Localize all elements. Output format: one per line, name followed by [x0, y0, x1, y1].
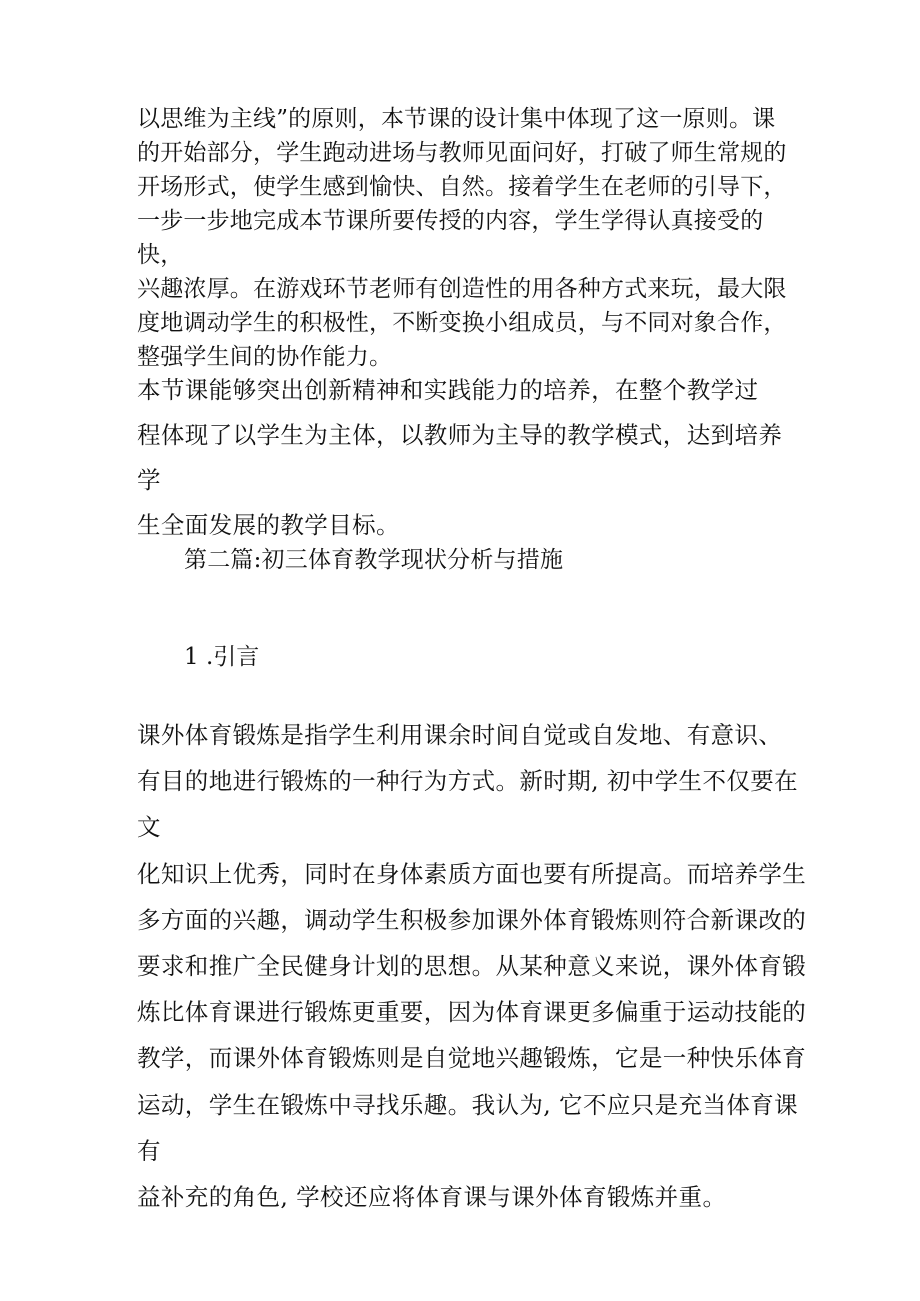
subsection-heading: 1 .引言 [184, 644, 260, 670]
paragraph-introduction: 课外体育锻炼是指学生利用课余时间自觉或自发地、有意识、 有目的地进行锻炼的一种行为方式。新时期, 初中学生不仅要在文 化知识上优秀，同时在身体素质方面也要有所提高。而培养学生 多方面的兴趣，调动学生积极参加课外体育锻炼则符合新课改的 要求和推广全民健身计划的思想。从某种意义来说，课外体育锻 炼比体育课进行锻炼更重要，因为体育课更多偏重于运动技能的 教学，而课外体育锻炼则是自觉地兴趣锻炼，它是一种快乐体育 运动，学生在锻炼中寻找乐趣。我认为, 它不应只是充当体育课有 益补充的角色, 学校还应将体育课与课外体育锻炼并重。 [137, 721, 807, 1212]
paragraph-lesson-design: 以思维为主线”的原则，本节课的设计集中体现了这一原则。课 的开始部分，学生跑动进场与教师见面问好，打破了师生常规的 开场形式，使学生感到愉快、自然。接着学生在老师的引导下， 一步一步地完成本节课所要传授的内容，学生学得认真接受的快， 兴趣浓厚。在游戏环节老师有创造性的用各种方式来玩，最大限 度地调动学生的积极性，不断变换小组成员，与不同对象合作， 整强学生间的协作能力。 [137, 106, 787, 370]
paragraph-lesson-summary: 本节课能够突出创新精神和实践能力的培养，在整个教学过 程体现了以学生为主体，以教师为主导的教学模式，达到培养学 生全面发展的教学目标。 [137, 376, 783, 539]
section-heading: 第二篇:初三体育教学现状分析与措施 [184, 547, 564, 573]
